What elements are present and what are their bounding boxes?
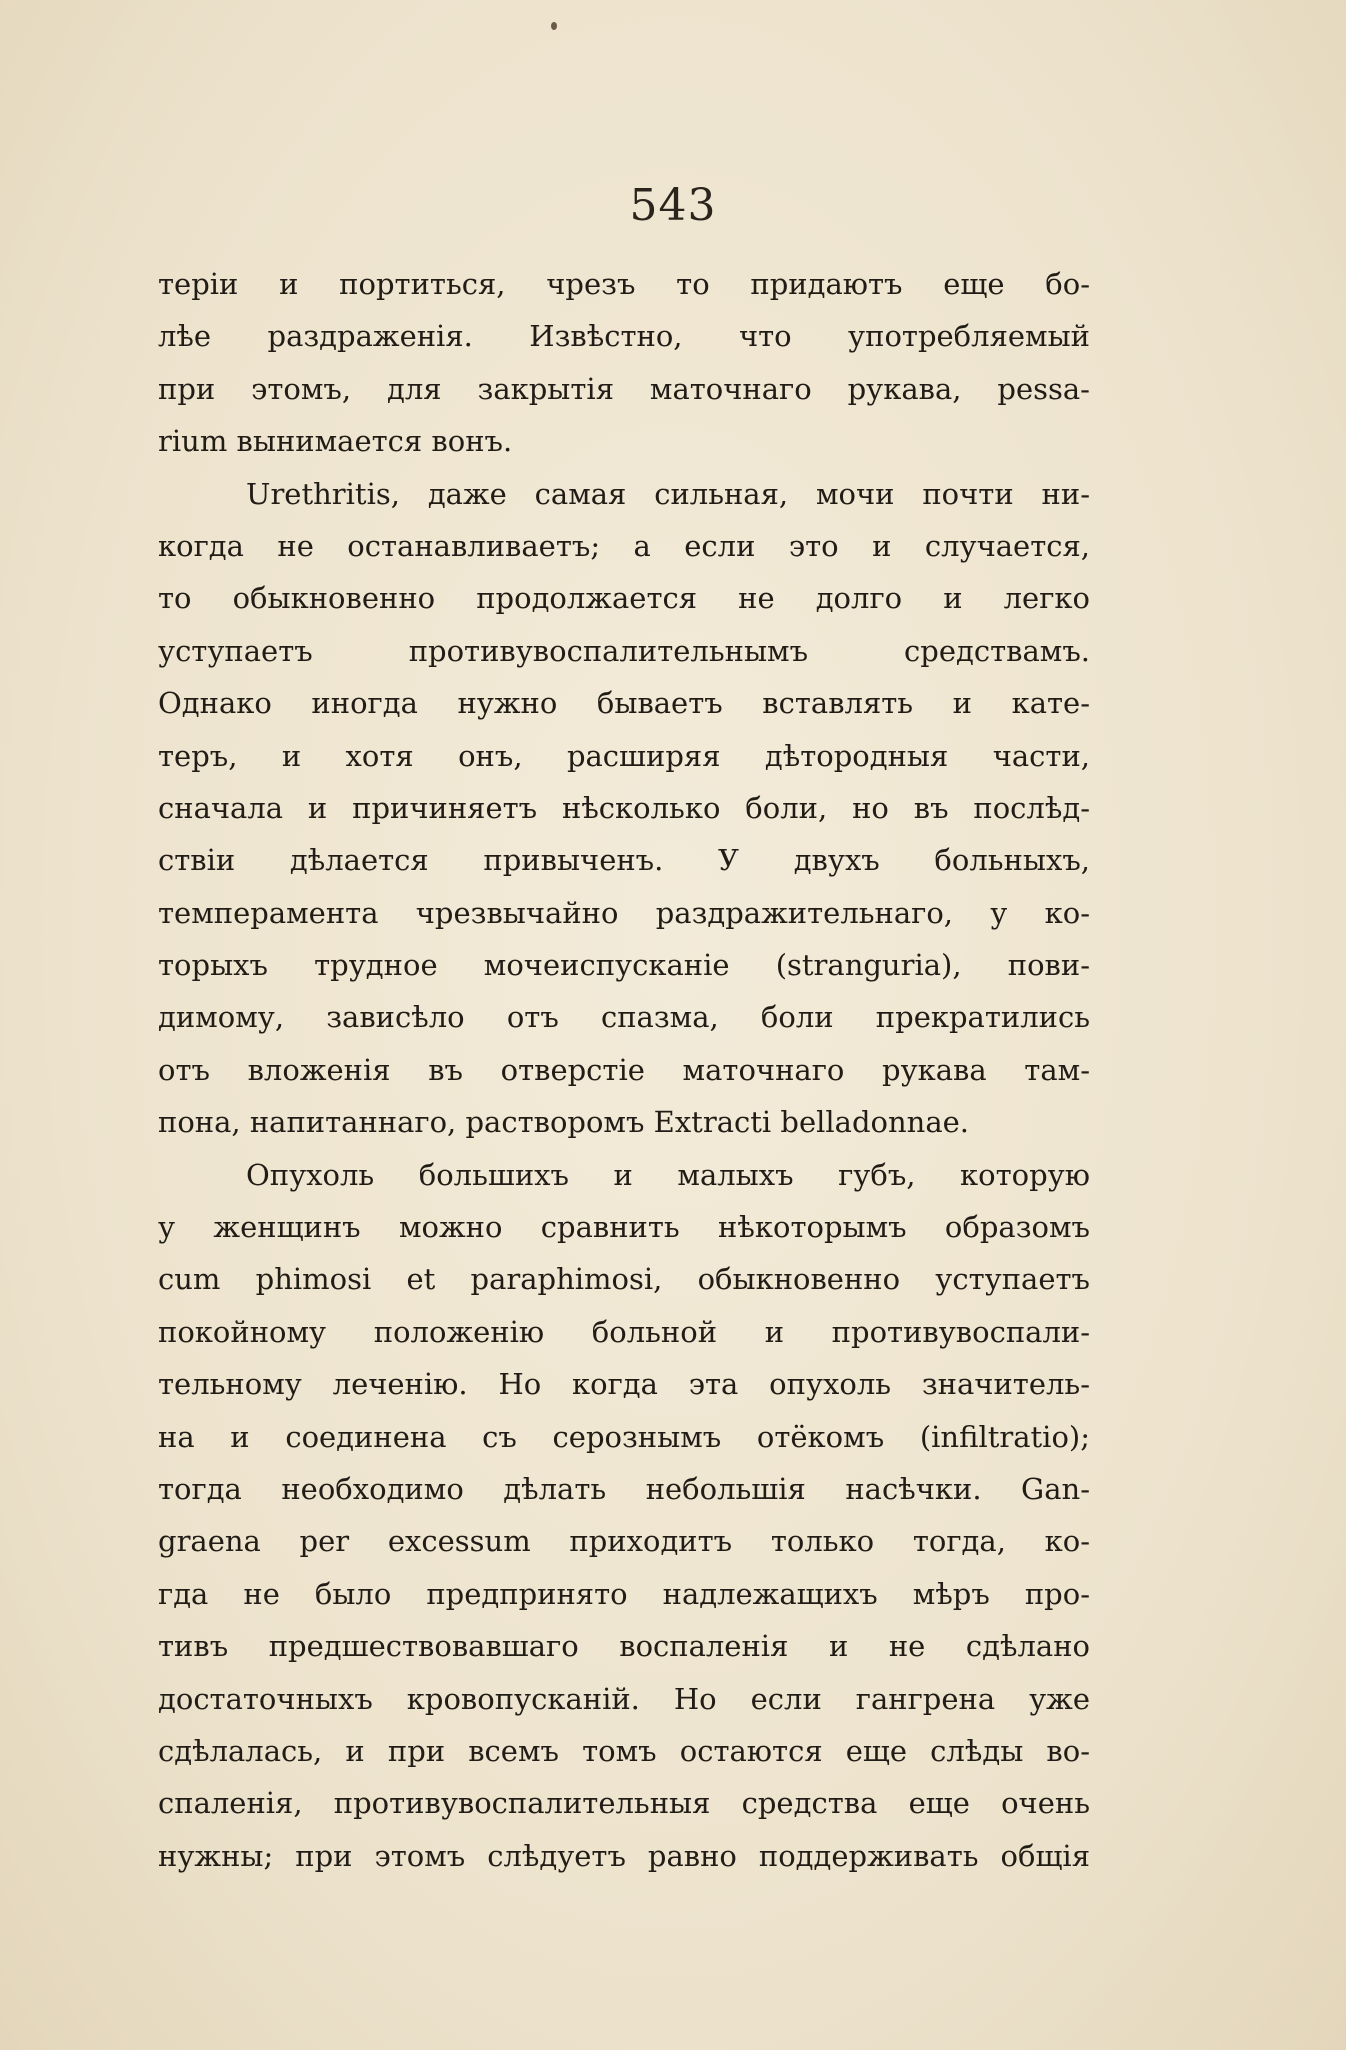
text-line: теріи и портиться, чрезъ то придаютъ еще бо-: [158, 267, 1090, 301]
text-line: отъ вложенія въ отверстіе маточнаго рукава там-: [158, 1052, 1090, 1087]
text-line: cum phimosi et paraphimosi, обыкновенно уступаетъ: [158, 1262, 1090, 1297]
text-line: покойному положенію больной и противувоспали-: [158, 1314, 1090, 1349]
text-line: тельному леченію. Но когда эта опухоль значитель-: [158, 1367, 1090, 1402]
text-line: Однако иногда нужно бываетъ вставлять и кате-: [158, 686, 1090, 721]
text-line: ствіи дѣлается привыченъ. У двухъ больныхъ,: [158, 843, 1090, 878]
text-line: тивъ предшествовавшаго воспаленія и не сдѣлано: [158, 1629, 1090, 1664]
text-line: уступаетъ противувоспалительнымъ средствамъ.: [158, 633, 1090, 668]
text-line: тогда необходимо дѣлать небольшія насѣчки. Gan-: [158, 1471, 1090, 1506]
text-line: то обыкновенно продолжается не долго и легко: [158, 581, 1090, 616]
text-line: лѣе раздраженія. Извѣстно, что употребляемый: [158, 319, 1090, 354]
text-line: когда не останавливаетъ; а если это и случается,: [158, 528, 1090, 563]
text-line: димому, зависѣло отъ спазма, боли прекратились: [158, 1000, 1090, 1035]
text-line: на и соединена съ серознымъ отёкомъ (infiltratio);: [158, 1419, 1090, 1454]
text-line: graena per excessum приходитъ только тогда, ко-: [158, 1524, 1090, 1559]
text-line: rium вынимается вонъ.: [158, 424, 513, 459]
text-line: у женщинъ можно сравнить нѣкоторымъ образомъ: [158, 1210, 1090, 1245]
body-text: [158, 258, 1090, 1882]
text-line: при этомъ, для закрытія маточнаго рукава, pessa-: [158, 371, 1090, 406]
text-line: гда не было предпринято надлежащихъ мѣръ про-: [158, 1576, 1090, 1611]
text-line: торыхъ трудное мочеиспусканіе (stranguria), пови-: [158, 948, 1090, 983]
text-line: пона, напитаннаго, растворомъ Extracti belladonnae.: [158, 1105, 969, 1140]
text-line: нужны; при этомъ слѣдуетъ равно поддерживать общія: [158, 1838, 1090, 1873]
text-line: спаленія, противувоспалительныя средства еще очень: [158, 1786, 1090, 1821]
text-line: сначала и причиняетъ нѣсколько боли, но въ послѣд-: [158, 790, 1090, 825]
text-line: сдѣлалась, и при всемъ томъ остаются еще слѣды во-: [158, 1733, 1090, 1768]
text-line: Опухоль большихъ и малыхъ губъ, которую: [246, 1157, 1090, 1192]
text-line: теръ, и хотя онъ, расширяя дѣтородныя части,: [158, 738, 1090, 773]
page-number: 543: [629, 180, 717, 231]
text-line: темперамента чрезвычайно раздражительнаго, у ко-: [158, 895, 1090, 930]
ink-speck: [551, 22, 557, 30]
text-line: Urethritis, даже самая сильная, мочи почти ни-: [246, 476, 1090, 511]
text-line: достаточныхъ кровопусканій. Но если гангрена уже: [158, 1681, 1090, 1716]
